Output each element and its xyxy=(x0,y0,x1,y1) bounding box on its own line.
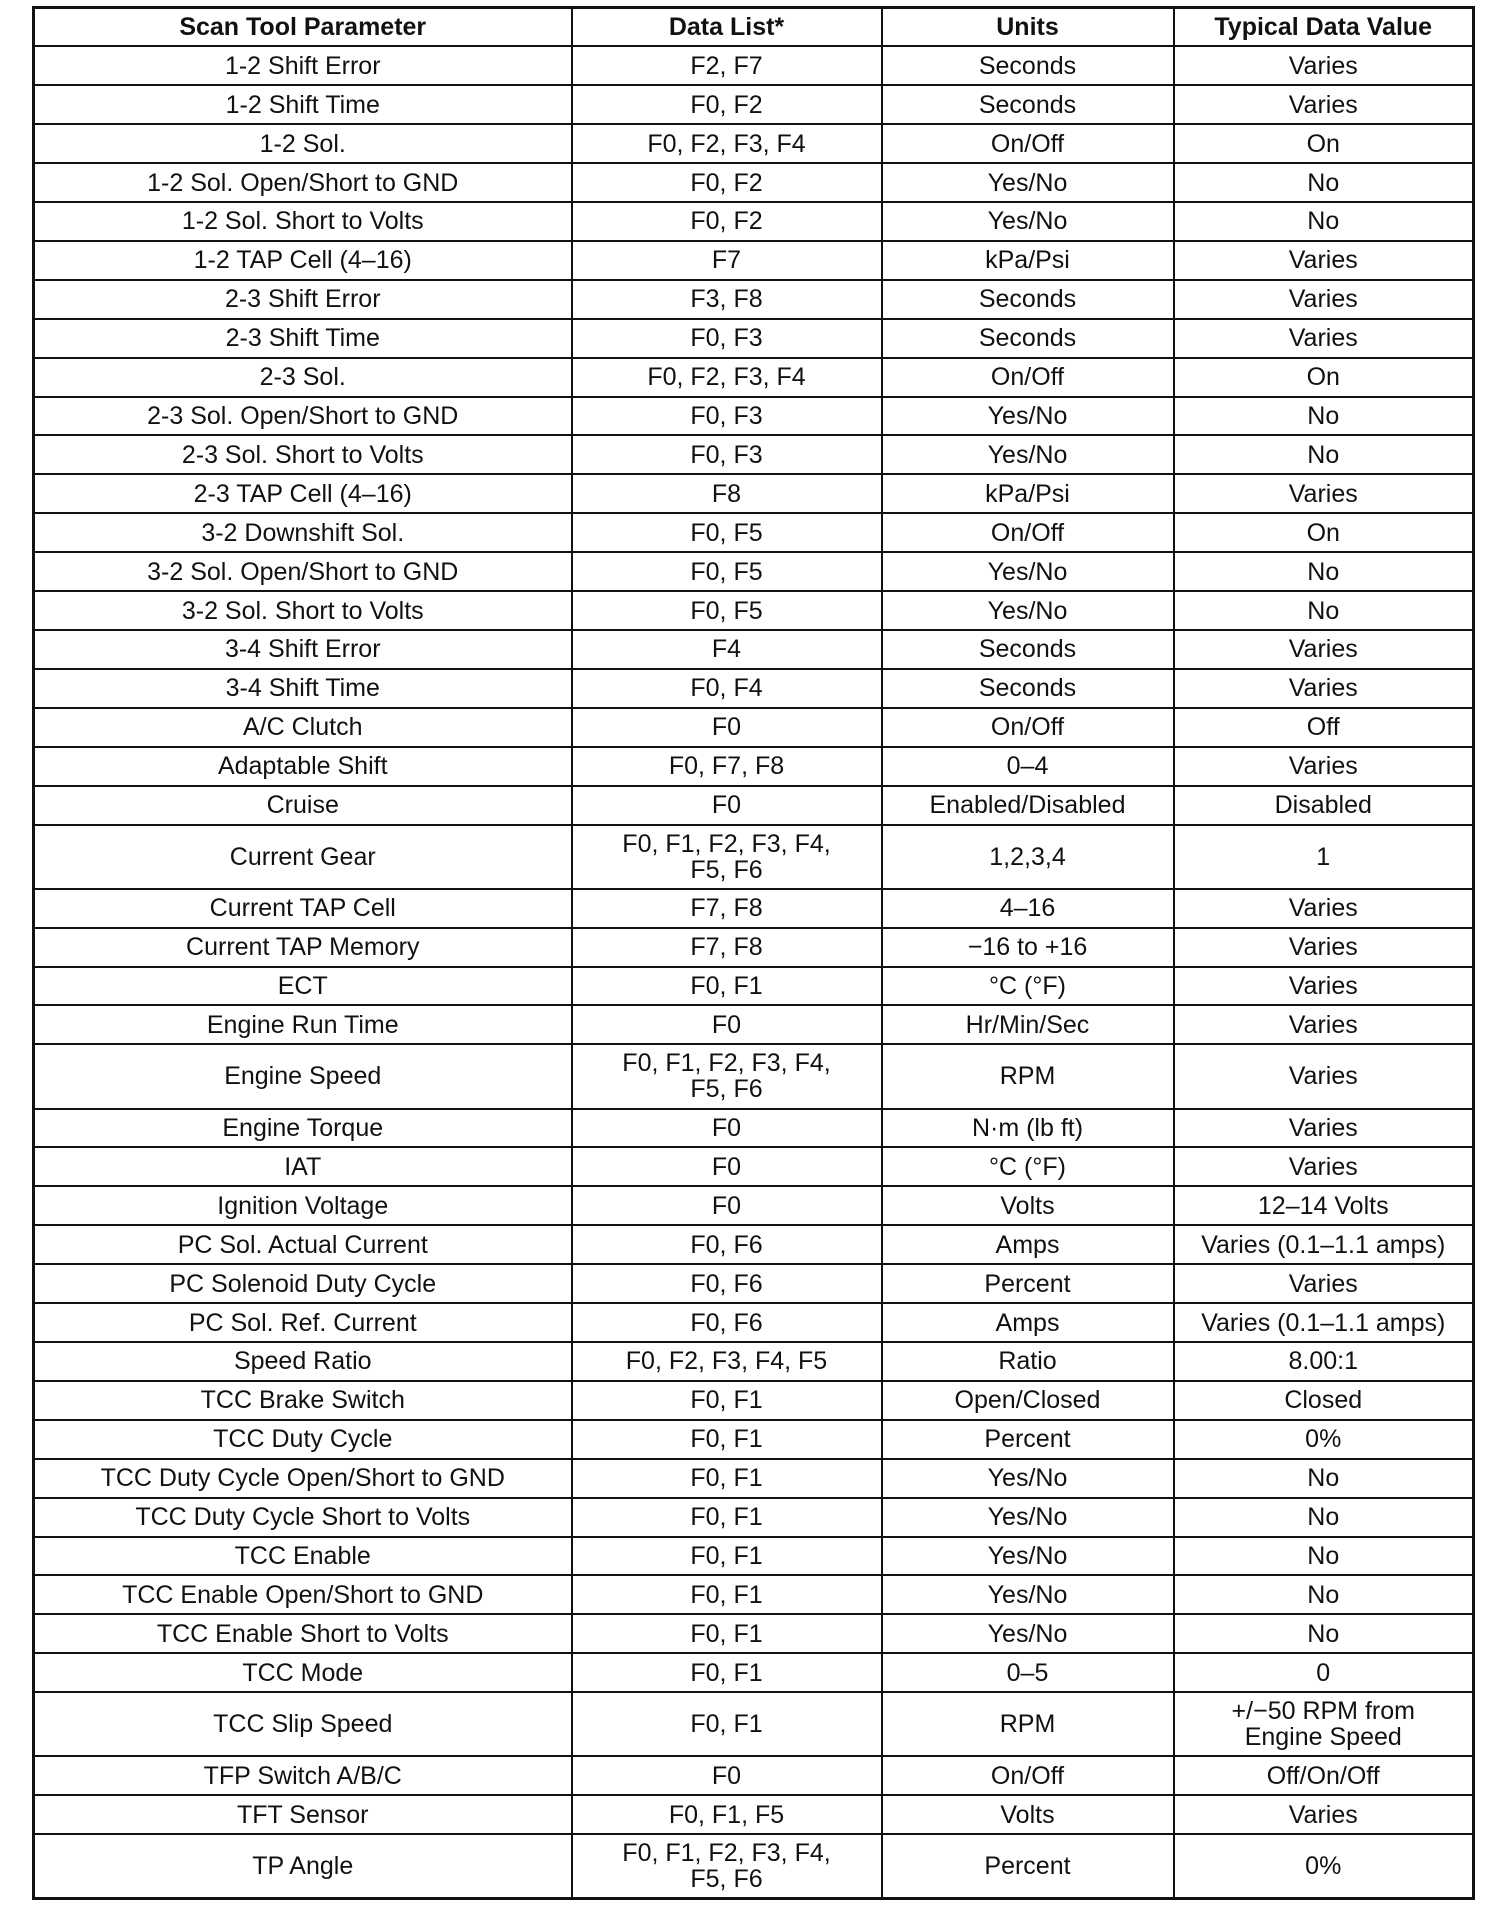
cell-units: Open/Closed xyxy=(882,1381,1174,1420)
cell-data-list: F0 xyxy=(572,1005,882,1044)
table-row xyxy=(34,669,1474,708)
cell-units: N·m (lb ft) xyxy=(882,1109,1174,1148)
cell-data-list: F0, F1, F2, F3, F4, F5, F6 xyxy=(572,1834,882,1898)
cell-typical-value: Varies xyxy=(1174,630,1474,669)
table-row xyxy=(34,1109,1474,1148)
cell-parameter: 3-2 Sol. Short to Volts xyxy=(34,591,572,630)
table-row xyxy=(34,46,1474,85)
table-row xyxy=(34,1834,1474,1898)
cell-parameter: Speed Ratio xyxy=(34,1342,572,1381)
cell-parameter: IAT xyxy=(34,1147,572,1186)
cell-parameter: 1-2 Sol. Open/Short to GND xyxy=(34,163,572,202)
table-row xyxy=(34,1692,1474,1756)
cell-parameter: TCC Mode xyxy=(34,1653,572,1692)
cell-data-list: F0, F1 xyxy=(572,1692,882,1756)
cell-parameter: 2-3 Shift Error xyxy=(34,280,572,319)
cell-typical-value: No xyxy=(1174,1614,1474,1653)
cell-parameter: A/C Clutch xyxy=(34,708,572,747)
table-row xyxy=(34,1614,1474,1653)
cell-parameter: Engine Speed xyxy=(34,1044,572,1108)
cell-typical-value: 12–14 Volts xyxy=(1174,1186,1474,1225)
table-row xyxy=(34,163,1474,202)
table-row xyxy=(34,1264,1474,1303)
cell-parameter: ECT xyxy=(34,967,572,1006)
cell-parameter: Current TAP Cell xyxy=(34,889,572,928)
cell-units: Seconds xyxy=(882,319,1174,358)
cell-data-list: F0, F7, F8 xyxy=(572,747,882,786)
cell-parameter: TCC Enable Short to Volts xyxy=(34,1614,572,1653)
cell-typical-value: Varies xyxy=(1174,1147,1474,1186)
cell-data-list: F0, F4 xyxy=(572,669,882,708)
table-row xyxy=(34,1147,1474,1186)
cell-typical-value: No xyxy=(1174,552,1474,591)
cell-typical-value: On xyxy=(1174,513,1474,552)
cell-units: Yes/No xyxy=(882,1537,1174,1576)
table-row xyxy=(34,1653,1474,1692)
cell-data-list: F7, F8 xyxy=(572,928,882,967)
cell-units: RPM xyxy=(882,1692,1174,1756)
cell-data-list: F0, F1 xyxy=(572,967,882,1006)
cell-data-list: F0, F2 xyxy=(572,163,882,202)
cell-units: kPa/Psi xyxy=(882,241,1174,280)
cell-units: 1,2,3,4 xyxy=(882,825,1174,889)
cell-units: On/Off xyxy=(882,1756,1174,1795)
cell-typical-value: Varies xyxy=(1174,1109,1474,1148)
cell-units: Percent xyxy=(882,1834,1174,1898)
cell-data-list: F0, F1 xyxy=(572,1459,882,1498)
cell-parameter: 2-3 TAP Cell (4–16) xyxy=(34,474,572,513)
cell-units: 0–5 xyxy=(882,1653,1174,1692)
cell-data-list: F0, F1 xyxy=(572,1575,882,1614)
cell-data-list: F0 xyxy=(572,1147,882,1186)
cell-units: °C (°F) xyxy=(882,1147,1174,1186)
table-row xyxy=(34,747,1474,786)
cell-data-list: F0, F2, F3, F4 xyxy=(572,124,882,163)
cell-data-list: F0, F2 xyxy=(572,85,882,124)
cell-typical-value: 8.00:1 xyxy=(1174,1342,1474,1381)
header-row xyxy=(34,8,1474,47)
table-row xyxy=(34,319,1474,358)
header-units: Units xyxy=(882,8,1174,47)
cell-parameter: Engine Torque xyxy=(34,1109,572,1148)
cell-parameter: 1-2 Shift Time xyxy=(34,85,572,124)
cell-typical-value: Varies xyxy=(1174,46,1474,85)
cell-typical-value: +/−50 RPM from Engine Speed xyxy=(1174,1692,1474,1756)
header-data-list: Data List* xyxy=(572,8,882,47)
header-typical-data-value: Typical Data Value xyxy=(1174,8,1474,47)
cell-typical-value: Varies xyxy=(1174,889,1474,928)
table-row xyxy=(34,280,1474,319)
cell-parameter: 1-2 Sol. Short to Volts xyxy=(34,202,572,241)
table-row xyxy=(34,1420,1474,1459)
cell-typical-value: No xyxy=(1174,397,1474,436)
table-row xyxy=(34,591,1474,630)
cell-units: kPa/Psi xyxy=(882,474,1174,513)
cell-parameter: TP Angle xyxy=(34,1834,572,1898)
cell-typical-value: No xyxy=(1174,1498,1474,1537)
cell-data-list: F0, F5 xyxy=(572,552,882,591)
cell-typical-value: Disabled xyxy=(1174,786,1474,825)
cell-units: On/Off xyxy=(882,513,1174,552)
cell-parameter: 1-2 Sol. xyxy=(34,124,572,163)
table-header xyxy=(34,8,1474,47)
cell-typical-value: 0 xyxy=(1174,1653,1474,1692)
table-row xyxy=(34,786,1474,825)
cell-parameter: TFP Switch A/B/C xyxy=(34,1756,572,1795)
cell-units: Percent xyxy=(882,1264,1174,1303)
table-row xyxy=(34,1575,1474,1614)
cell-parameter: 3-4 Shift Error xyxy=(34,630,572,669)
table-row xyxy=(34,435,1474,474)
cell-data-list: F8 xyxy=(572,474,882,513)
cell-units: °C (°F) xyxy=(882,967,1174,1006)
cell-units: On/Off xyxy=(882,124,1174,163)
cell-typical-value: Varies xyxy=(1174,319,1474,358)
table-body xyxy=(34,46,1474,1898)
cell-data-list: F0, F2 xyxy=(572,202,882,241)
cell-parameter: Ignition Voltage xyxy=(34,1186,572,1225)
cell-typical-value: Varies xyxy=(1174,669,1474,708)
cell-units: Yes/No xyxy=(882,202,1174,241)
cell-data-list: F4 xyxy=(572,630,882,669)
table-row xyxy=(34,202,1474,241)
cell-units: Yes/No xyxy=(882,552,1174,591)
cell-typical-value: On xyxy=(1174,358,1474,397)
table-row xyxy=(34,1186,1474,1225)
cell-data-list: F0, F1 xyxy=(572,1420,882,1459)
table-row xyxy=(34,513,1474,552)
cell-typical-value: 0% xyxy=(1174,1834,1474,1898)
cell-units: Yes/No xyxy=(882,591,1174,630)
cell-typical-value: Varies xyxy=(1174,241,1474,280)
cell-data-list: F3, F8 xyxy=(572,280,882,319)
cell-data-list: F0, F2, F3, F4, F5 xyxy=(572,1342,882,1381)
cell-typical-value: No xyxy=(1174,163,1474,202)
cell-data-list: F0, F5 xyxy=(572,513,882,552)
table-row xyxy=(34,1756,1474,1795)
cell-typical-value: Varies (0.1–1.1 amps) xyxy=(1174,1303,1474,1342)
cell-data-list: F0 xyxy=(572,1756,882,1795)
table-row xyxy=(34,1537,1474,1576)
table-row xyxy=(34,708,1474,747)
table-row xyxy=(34,967,1474,1006)
scan-tool-data-table xyxy=(32,6,1475,1900)
cell-units: Yes/No xyxy=(882,435,1174,474)
header-scan-tool-parameter: Scan Tool Parameter xyxy=(34,8,572,47)
cell-units: Percent xyxy=(882,1420,1174,1459)
cell-typical-value: Varies xyxy=(1174,85,1474,124)
cell-parameter: TCC Enable xyxy=(34,1537,572,1576)
cell-typical-value: No xyxy=(1174,1459,1474,1498)
cell-parameter: 2-3 Shift Time xyxy=(34,319,572,358)
cell-units: Yes/No xyxy=(882,1575,1174,1614)
table-row xyxy=(34,1498,1474,1537)
cell-parameter: 2-3 Sol. xyxy=(34,358,572,397)
cell-parameter: PC Sol. Actual Current xyxy=(34,1225,572,1264)
cell-units: 0–4 xyxy=(882,747,1174,786)
cell-typical-value: Varies xyxy=(1174,928,1474,967)
cell-units: On/Off xyxy=(882,708,1174,747)
cell-units: Seconds xyxy=(882,669,1174,708)
cell-typical-value: Varies xyxy=(1174,967,1474,1006)
cell-units: Yes/No xyxy=(882,1459,1174,1498)
cell-units: Hr/Min/Sec xyxy=(882,1005,1174,1044)
table-row xyxy=(34,1303,1474,1342)
table-row xyxy=(34,474,1474,513)
cell-units: Ratio xyxy=(882,1342,1174,1381)
cell-parameter: TFT Sensor xyxy=(34,1795,572,1834)
cell-typical-value: Varies xyxy=(1174,1005,1474,1044)
cell-typical-value: 0% xyxy=(1174,1420,1474,1459)
cell-parameter: 3-2 Sol. Open/Short to GND xyxy=(34,552,572,591)
cell-data-list: F0, F2, F3, F4 xyxy=(572,358,882,397)
cell-data-list: F0, F1 xyxy=(572,1498,882,1537)
table-row xyxy=(34,825,1474,889)
table-row xyxy=(34,1044,1474,1108)
cell-data-list: F0, F1, F2, F3, F4, F5, F6 xyxy=(572,1044,882,1108)
cell-parameter: TCC Brake Switch xyxy=(34,1381,572,1420)
table-row xyxy=(34,1005,1474,1044)
cell-data-list: F0 xyxy=(572,786,882,825)
cell-units: Amps xyxy=(882,1303,1174,1342)
cell-data-list: F0, F1 xyxy=(572,1381,882,1420)
table-row xyxy=(34,124,1474,163)
cell-data-list: F0, F1 xyxy=(572,1653,882,1692)
table-row xyxy=(34,397,1474,436)
cell-parameter: TCC Slip Speed xyxy=(34,1692,572,1756)
cell-parameter: TCC Enable Open/Short to GND xyxy=(34,1575,572,1614)
cell-typical-value: Varies xyxy=(1174,747,1474,786)
cell-data-list: F0, F3 xyxy=(572,319,882,358)
cell-data-list: F0, F5 xyxy=(572,591,882,630)
table-row xyxy=(34,1225,1474,1264)
table-row xyxy=(34,85,1474,124)
cell-data-list: F7 xyxy=(572,241,882,280)
table-row xyxy=(34,1459,1474,1498)
cell-parameter: Current TAP Memory xyxy=(34,928,572,967)
cell-parameter: 3-4 Shift Time xyxy=(34,669,572,708)
cell-units: Seconds xyxy=(882,85,1174,124)
cell-units: Amps xyxy=(882,1225,1174,1264)
cell-units: Yes/No xyxy=(882,1614,1174,1653)
cell-units: On/Off xyxy=(882,358,1174,397)
cell-data-list: F0, F1 xyxy=(572,1537,882,1576)
cell-units: Seconds xyxy=(882,280,1174,319)
table-row xyxy=(34,889,1474,928)
cell-parameter: Adaptable Shift xyxy=(34,747,572,786)
cell-data-list: F0, F6 xyxy=(572,1264,882,1303)
cell-parameter: 2-3 Sol. Short to Volts xyxy=(34,435,572,474)
cell-data-list: F0, F1, F2, F3, F4, F5, F6 xyxy=(572,825,882,889)
cell-parameter: PC Solenoid Duty Cycle xyxy=(34,1264,572,1303)
cell-data-list: F0 xyxy=(572,1186,882,1225)
cell-typical-value: Off/On/Off xyxy=(1174,1756,1474,1795)
cell-units: Seconds xyxy=(882,630,1174,669)
cell-parameter: TCC Duty Cycle Open/Short to GND xyxy=(34,1459,572,1498)
cell-typical-value: Varies (0.1–1.1 amps) xyxy=(1174,1225,1474,1264)
cell-parameter: TCC Duty Cycle xyxy=(34,1420,572,1459)
cell-units: Yes/No xyxy=(882,1498,1174,1537)
cell-parameter: 1-2 Shift Error xyxy=(34,46,572,85)
table-row xyxy=(34,1342,1474,1381)
cell-data-list: F0, F1 xyxy=(572,1614,882,1653)
cell-typical-value: Varies xyxy=(1174,280,1474,319)
cell-units: 4–16 xyxy=(882,889,1174,928)
cell-units: Yes/No xyxy=(882,163,1174,202)
table-row xyxy=(34,630,1474,669)
cell-units: Yes/No xyxy=(882,397,1174,436)
cell-typical-value: Varies xyxy=(1174,474,1474,513)
cell-typical-value: On xyxy=(1174,124,1474,163)
cell-units: Volts xyxy=(882,1186,1174,1225)
cell-data-list: F0, F3 xyxy=(572,397,882,436)
cell-data-list: F0, F3 xyxy=(572,435,882,474)
table-row xyxy=(34,358,1474,397)
cell-typical-value: No xyxy=(1174,1537,1474,1576)
cell-data-list: F0, F6 xyxy=(572,1225,882,1264)
table-row xyxy=(34,552,1474,591)
cell-typical-value: 1 xyxy=(1174,825,1474,889)
cell-typical-value: No xyxy=(1174,435,1474,474)
cell-parameter: 2-3 Sol. Open/Short to GND xyxy=(34,397,572,436)
cell-typical-value: Varies xyxy=(1174,1044,1474,1108)
cell-units: RPM xyxy=(882,1044,1174,1108)
cell-parameter: Current Gear xyxy=(34,825,572,889)
cell-units: Seconds xyxy=(882,46,1174,85)
cell-parameter: 1-2 TAP Cell (4–16) xyxy=(34,241,572,280)
cell-units: Volts xyxy=(882,1795,1174,1834)
cell-typical-value: No xyxy=(1174,591,1474,630)
cell-parameter: Engine Run Time xyxy=(34,1005,572,1044)
table-row xyxy=(34,928,1474,967)
table-row xyxy=(34,1795,1474,1834)
cell-data-list: F0 xyxy=(572,708,882,747)
cell-typical-value: Varies xyxy=(1174,1795,1474,1834)
cell-data-list: F7, F8 xyxy=(572,889,882,928)
cell-data-list: F0, F6 xyxy=(572,1303,882,1342)
cell-parameter: PC Sol. Ref. Current xyxy=(34,1303,572,1342)
cell-data-list: F2, F7 xyxy=(572,46,882,85)
cell-units: −16 to +16 xyxy=(882,928,1174,967)
cell-typical-value: Varies xyxy=(1174,1264,1474,1303)
cell-typical-value: Closed xyxy=(1174,1381,1474,1420)
cell-data-list: F0 xyxy=(572,1109,882,1148)
cell-parameter: Cruise xyxy=(34,786,572,825)
cell-parameter: 3-2 Downshift Sol. xyxy=(34,513,572,552)
cell-typical-value: No xyxy=(1174,1575,1474,1614)
cell-typical-value: Off xyxy=(1174,708,1474,747)
table-row xyxy=(34,241,1474,280)
cell-units: Enabled/Disabled xyxy=(882,786,1174,825)
cell-typical-value: No xyxy=(1174,202,1474,241)
table-row xyxy=(34,1381,1474,1420)
cell-data-list: F0, F1, F5 xyxy=(572,1795,882,1834)
cell-parameter: TCC Duty Cycle Short to Volts xyxy=(34,1498,572,1537)
